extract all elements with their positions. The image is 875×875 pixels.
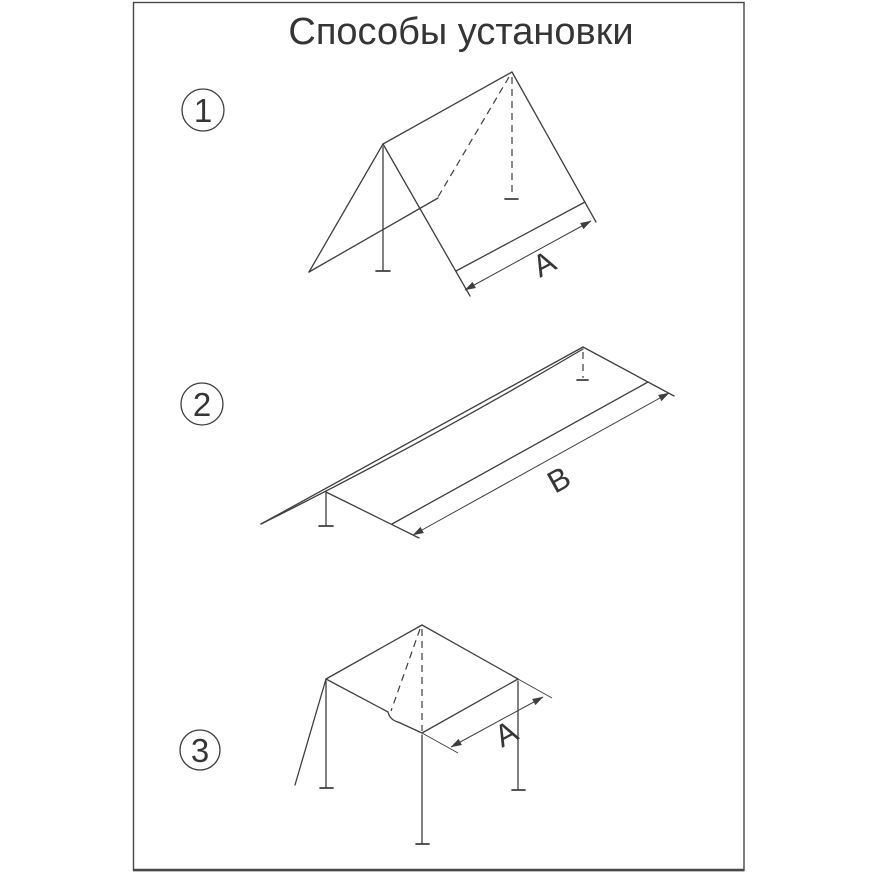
method-3-diagram	[180, 625, 552, 844]
method-1-number: 1	[193, 92, 213, 129]
front-edge-line	[326, 492, 419, 538]
method-1-diagram	[182, 72, 596, 296]
page-border	[134, 3, 745, 871]
bottom-edge-line	[456, 202, 585, 271]
method-3-dimension-label: А	[488, 713, 524, 755]
method-2-number: 2	[192, 386, 212, 423]
hidden-rear-edge-dashed	[438, 77, 509, 197]
method-3-badge	[180, 730, 220, 770]
method-2-dimension-label: В	[541, 459, 577, 501]
dimension-extension-right	[518, 679, 552, 698]
ground-edge-line	[309, 198, 438, 272]
length-dimension-line	[413, 393, 669, 535]
guy-line	[295, 679, 326, 785]
ridge-line	[261, 347, 583, 524]
roof-front-left-edge-line	[326, 679, 422, 733]
roof-left-edge-line	[326, 625, 422, 679]
front-left-slope-line	[309, 144, 383, 272]
method-1-badge	[182, 89, 224, 131]
page-title: Способы установки	[288, 11, 634, 53]
method-3-number: 3	[190, 732, 210, 769]
front-right-slope-line	[383, 144, 470, 296]
method-2-badge	[181, 383, 223, 425]
method-1-dimension-label: А	[526, 243, 562, 285]
dimension-extension-front	[422, 733, 458, 753]
right-edge-line	[583, 347, 674, 396]
hidden-seam-dashed	[391, 629, 420, 711]
bottom-edge-line	[392, 382, 648, 524]
rear-right-slope-line	[512, 72, 596, 222]
ridge-line	[383, 72, 512, 144]
roof-right-edge-line	[422, 625, 518, 679]
method-2-diagram	[181, 347, 674, 538]
